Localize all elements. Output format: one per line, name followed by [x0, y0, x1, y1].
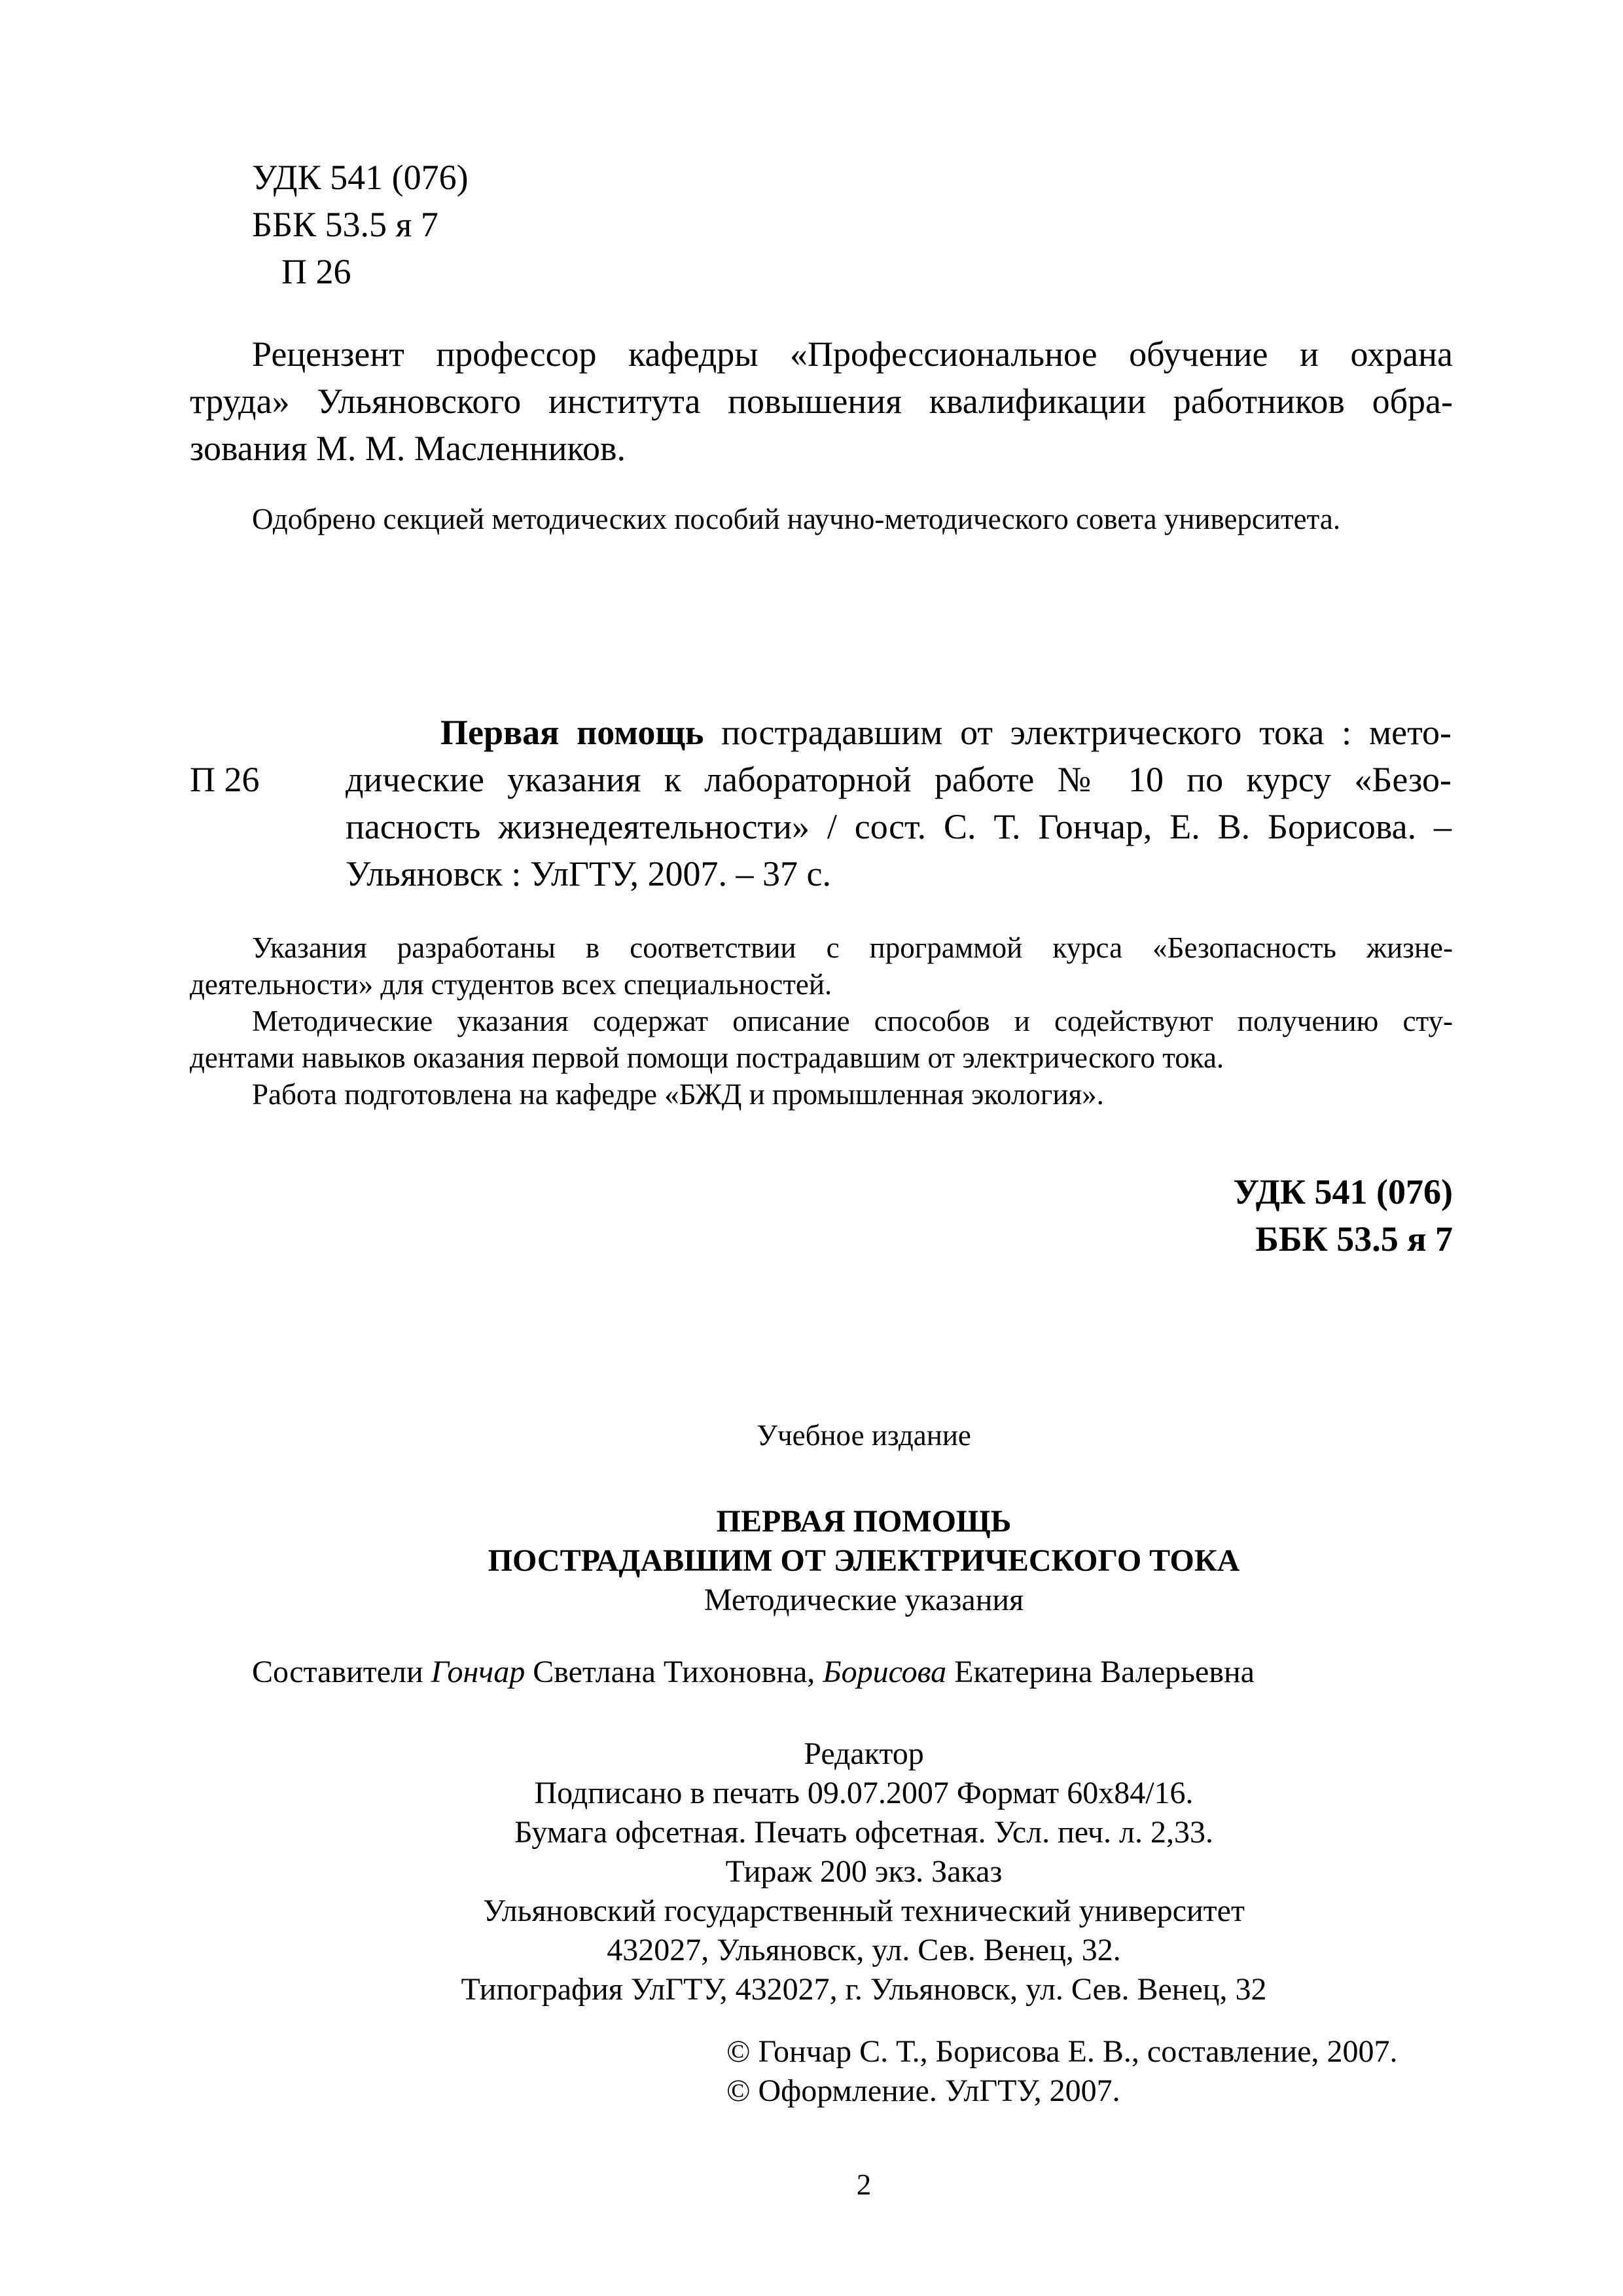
- abstract-p1-line-1: Указания разработаны в соответствии с программой курса «Безопасность жизне-: [252, 931, 1453, 964]
- bbk-code: ББК 53.5 я 7: [252, 205, 438, 244]
- approval-text: Одобрено секцией методических пособий научно-методического совета университета.: [252, 503, 1341, 535]
- abstract-p2-line-2: дентами навыков оказания первой помощи пострадавшим от электрического тока.: [190, 1041, 1224, 1074]
- imprint-address: 432027, Ульяновск, ул. Сев. Венец, 32.: [607, 1933, 1121, 1967]
- catalog-line-1: [346, 709, 1452, 756]
- approval-note: [252, 501, 1340, 537]
- edition-title-2: ПОСТРАДАВШИМ ОТ ЭЛЕКТРИЧЕСКОГО ТОКА: [488, 1543, 1240, 1578]
- reviewer-paragraph: [190, 331, 1453, 472]
- compilers-label: Составители: [252, 1655, 423, 1689]
- edition-title-1: ПЕРВАЯ ПОМОЩЬ: [716, 1504, 1012, 1539]
- udk-header: [252, 154, 469, 295]
- catalog-line-2: дические указания к лабораторной работе № 10 по курсу «Безо-: [346, 760, 1452, 799]
- catalog-code-text: П 26: [190, 760, 260, 799]
- compiler-2-surname: Борисова: [823, 1655, 947, 1689]
- imprint-signed: Подписано в печать 09.07.2007 Формат 60х84/16.: [534, 1776, 1194, 1810]
- imprint-paper: Бумага офсетная. Печать офсетная. Усл. печ. л. 2,33.: [514, 1815, 1213, 1850]
- catalog-entry: [346, 709, 1452, 897]
- reviewer-line-1: Рецензент профессор кафедры «Профессиональное обучение и охрана: [252, 334, 1453, 374]
- edition-type: [0, 1417, 1623, 1454]
- imprint-university: Ульяновский государственный технический университет: [483, 1893, 1245, 1928]
- catalog-code: [190, 756, 260, 803]
- compilers-line: [252, 1653, 1255, 1692]
- author-sign-code: П 26: [281, 252, 351, 291]
- edition-title: [0, 1502, 1623, 1620]
- copyright-line-2: © Оформление. УлГТУ, 2007.: [726, 2073, 1120, 2108]
- compiler-1-name: Светлана Тихоновна,: [533, 1655, 815, 1689]
- udk-footer-code: УДК 541 (076): [1233, 1172, 1453, 1211]
- abstract: [190, 929, 1453, 1113]
- page-number: [0, 2166, 1623, 2203]
- compilers: [252, 1653, 1255, 1692]
- imprint: [0, 1734, 1623, 2009]
- catalog-line-3: пасность жизнедеятельности» / сост. С. Т. Гончар, Е. В. Борисова. –: [346, 807, 1452, 846]
- abstract-p1-line-2: деятельности» для студентов всех специальностей.: [190, 968, 832, 1001]
- abstract-p2-line-1: Методические указания содержат описание способов и содействуют получению сту-: [252, 1005, 1453, 1037]
- catalog-title-bold: Первая помощь: [440, 713, 704, 752]
- bbk-footer-code: ББК 53.5 я 7: [1255, 1219, 1453, 1259]
- udk-footer: [1234, 1168, 1453, 1263]
- compiler-1-surname: Гончар: [431, 1655, 526, 1689]
- imprint-print-run: Тираж 200 экз. Заказ: [725, 1854, 1003, 1889]
- imprint-typography: Типография УлГТУ, 432027, г. Ульяновск, ул. Сев. Венец, 32: [461, 1972, 1267, 2007]
- reviewer-line-2: труда» Ульяновского института повышения квалификации работников обра-: [190, 382, 1453, 421]
- udk-code: УДК 541 (076): [252, 158, 469, 197]
- edition-type-text: Учебное издание: [757, 1419, 971, 1452]
- imprint-editor: Редактор: [804, 1736, 924, 1771]
- catalog-title-rest: пострадавшим от электрического тока : мето-: [721, 713, 1452, 752]
- reviewer-line-3: зования М. М. Масленников.: [190, 429, 626, 468]
- catalog-line-4: Ульяновск : УлГТУ, 2007. – 37 с.: [346, 854, 832, 893]
- abstract-p3-line-1: Работа подготовлена на кафедре «БЖД и промышленная экология».: [252, 1078, 1104, 1111]
- copyright-line-1: © Гончар С. Т., Борисова Е. В., составление, 2007.: [726, 2034, 1398, 2069]
- edition-subtitle: Методические указания: [704, 1583, 1024, 1617]
- copyright: [726, 2032, 1398, 2111]
- compiler-2-name: Екатерина Валерьевна: [954, 1655, 1255, 1689]
- page-number-text: 2: [856, 2168, 872, 2201]
